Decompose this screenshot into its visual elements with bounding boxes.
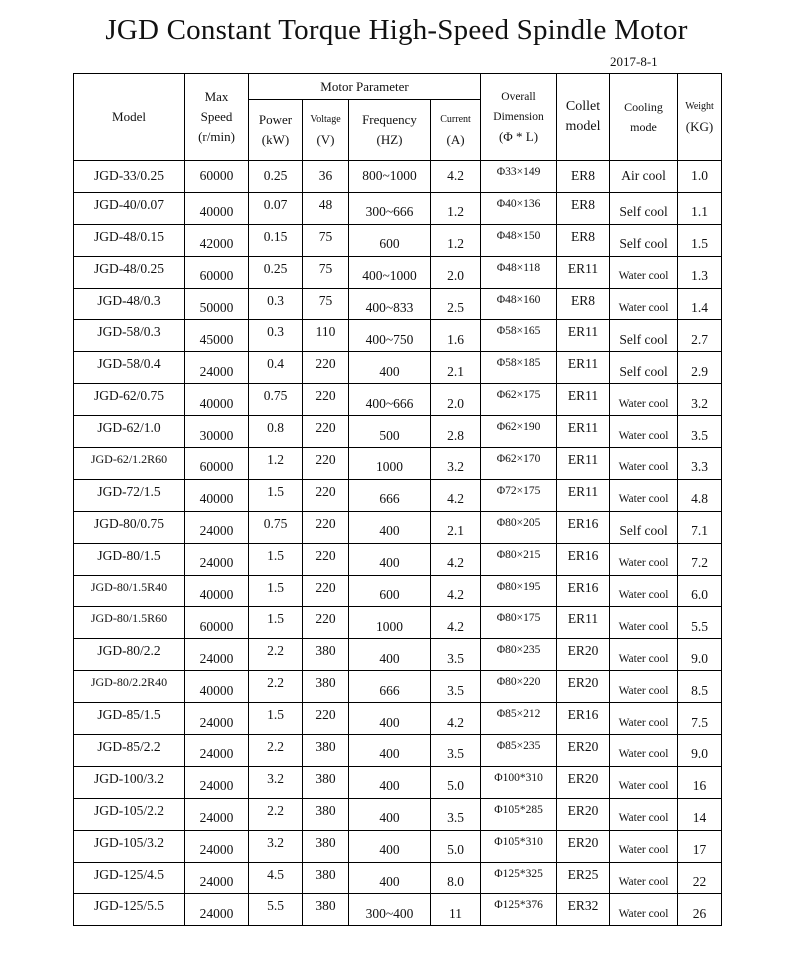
cell-voltage: 380	[303, 766, 349, 798]
cell-dimension: Φ80×205	[481, 511, 557, 543]
cell-collet: ER8	[557, 161, 610, 193]
table-row	[74, 448, 722, 480]
cell-frequency: 1000	[349, 607, 431, 639]
header-text: Speed	[200, 109, 233, 124]
cell-voltage: 220	[303, 352, 349, 384]
cell-voltage: 75	[303, 256, 349, 288]
cell-model: JGD-100/3.2	[74, 766, 185, 798]
cell-current: 5.0	[431, 830, 481, 862]
cell-power: 0.75	[249, 384, 303, 416]
cell-frequency: 400	[349, 830, 431, 862]
cell-max-speed: 24000	[185, 511, 249, 543]
cell-weight: 26	[678, 894, 722, 926]
header-frequency	[349, 100, 431, 161]
cell-power: 3.2	[249, 766, 303, 798]
cell-voltage: 380	[303, 862, 349, 894]
cell-current: 2.8	[431, 416, 481, 448]
header-power	[249, 100, 303, 161]
cell-current: 3.5	[431, 671, 481, 703]
cell-weight: 17	[678, 830, 722, 862]
cell-power: 0.25	[249, 256, 303, 288]
cell-power: 0.8	[249, 416, 303, 448]
cell-power: 1.5	[249, 575, 303, 607]
cell-collet: ER11	[557, 448, 610, 480]
cell-dimension: Φ105*285	[481, 798, 557, 830]
cell-frequency: 400~666	[349, 384, 431, 416]
cell-frequency: 400	[349, 766, 431, 798]
header-text: (kW)	[261, 132, 290, 147]
cell-dimension: Φ62×175	[481, 384, 557, 416]
cell-collet: ER16	[557, 511, 610, 543]
cell-collet: ER16	[557, 575, 610, 607]
cell-collet: ER11	[557, 320, 610, 352]
table-row	[74, 671, 722, 703]
cell-power: 0.3	[249, 288, 303, 320]
spindle-motor-spec-table	[73, 73, 722, 926]
cell-weight: 7.5	[678, 703, 722, 735]
header-dimension	[481, 74, 557, 161]
cell-max-speed: 40000	[185, 671, 249, 703]
cell-power: 0.3	[249, 320, 303, 352]
cell-model: JGD-48/0.3	[74, 288, 185, 320]
cell-cooling: Water cool	[610, 798, 678, 830]
cell-frequency: 400	[349, 798, 431, 830]
cell-frequency: 666	[349, 671, 431, 703]
cell-frequency: 400	[349, 352, 431, 384]
cell-power: 0.15	[249, 224, 303, 256]
cell-cooling: Water cool	[610, 256, 678, 288]
cell-weight: 16	[678, 766, 722, 798]
cell-power: 0.75	[249, 511, 303, 543]
table-row	[74, 161, 722, 193]
cell-model: JGD-80/1.5R40	[74, 575, 185, 607]
cell-collet: ER8	[557, 288, 610, 320]
table-row	[74, 384, 722, 416]
cell-frequency: 400	[349, 639, 431, 671]
cell-max-speed: 24000	[185, 735, 249, 767]
cell-dimension: Φ80×235	[481, 639, 557, 671]
cell-current: 4.2	[431, 479, 481, 511]
cell-max-speed: 24000	[185, 862, 249, 894]
cell-max-speed: 24000	[185, 543, 249, 575]
header-text: (V)	[316, 132, 335, 147]
cell-model: JGD-72/1.5	[74, 479, 185, 511]
cell-max-speed: 40000	[185, 192, 249, 224]
cell-voltage: 220	[303, 543, 349, 575]
cell-weight: 2.9	[678, 352, 722, 384]
header-text: Frequency	[362, 112, 417, 127]
cell-voltage: 220	[303, 448, 349, 480]
header-text: (Φ * L)	[498, 129, 539, 144]
cell-collet: ER20	[557, 735, 610, 767]
cell-current: 3.5	[431, 735, 481, 767]
header-current	[431, 100, 481, 161]
header-text: Overall	[501, 91, 536, 103]
cell-current: 1.2	[431, 224, 481, 256]
cell-weight: 2.7	[678, 320, 722, 352]
cell-weight: 9.0	[678, 639, 722, 671]
cell-voltage: 220	[303, 575, 349, 607]
cell-weight: 5.5	[678, 607, 722, 639]
header-text: Current	[440, 114, 471, 125]
cell-cooling: Water cool	[610, 416, 678, 448]
cell-power: 2.2	[249, 639, 303, 671]
cell-dimension: Φ58×185	[481, 352, 557, 384]
cell-collet: ER11	[557, 352, 610, 384]
cell-voltage: 220	[303, 703, 349, 735]
header-text: Voltage	[310, 114, 341, 125]
table-row	[74, 543, 722, 575]
cell-power: 0.4	[249, 352, 303, 384]
cell-weight: 7.1	[678, 511, 722, 543]
cell-cooling: Water cool	[610, 288, 678, 320]
cell-model: JGD-125/5.5	[74, 894, 185, 926]
cell-max-speed: 40000	[185, 575, 249, 607]
header-text: model	[565, 119, 601, 134]
cell-current: 1.6	[431, 320, 481, 352]
cell-max-speed: 60000	[185, 607, 249, 639]
cell-collet: ER16	[557, 543, 610, 575]
cell-model: JGD-125/4.5	[74, 862, 185, 894]
table-row	[74, 639, 722, 671]
cell-cooling: Water cool	[610, 862, 678, 894]
cell-dimension: Φ125*376	[481, 894, 557, 926]
table-row	[74, 798, 722, 830]
cell-model: JGD-48/0.25	[74, 256, 185, 288]
cell-collet: ER11	[557, 479, 610, 511]
cell-current: 11	[431, 894, 481, 926]
cell-current: 3.2	[431, 448, 481, 480]
cell-cooling: Water cool	[610, 671, 678, 703]
cell-dimension: Φ40×136	[481, 192, 557, 224]
cell-weight: 1.0	[678, 161, 722, 193]
cell-collet: ER20	[557, 830, 610, 862]
cell-voltage: 48	[303, 192, 349, 224]
cell-current: 3.5	[431, 639, 481, 671]
cell-frequency: 400	[349, 543, 431, 575]
table-row	[74, 192, 722, 224]
cell-dimension: Φ48×150	[481, 224, 557, 256]
cell-dimension: Φ72×175	[481, 479, 557, 511]
cell-weight: 3.2	[678, 384, 722, 416]
cell-collet: ER11	[557, 384, 610, 416]
table-row	[74, 894, 722, 926]
cell-collet: ER25	[557, 862, 610, 894]
cell-weight: 22	[678, 862, 722, 894]
cell-model: JGD-80/1.5	[74, 543, 185, 575]
cell-cooling: Water cool	[610, 479, 678, 511]
cell-max-speed: 24000	[185, 352, 249, 384]
cell-cooling: Water cool	[610, 575, 678, 607]
header-max-speed	[185, 74, 249, 161]
cell-max-speed: 24000	[185, 798, 249, 830]
header-cooling	[610, 74, 678, 161]
cell-max-speed: 60000	[185, 161, 249, 193]
table-row	[74, 416, 722, 448]
cell-voltage: 380	[303, 639, 349, 671]
table-row	[74, 735, 722, 767]
cell-dimension: Φ48×118	[481, 256, 557, 288]
cell-model: JGD-40/0.07	[74, 192, 185, 224]
cell-max-speed: 42000	[185, 224, 249, 256]
cell-dimension: Φ48×160	[481, 288, 557, 320]
header-text: (HZ)	[376, 132, 403, 147]
cell-power: 3.2	[249, 830, 303, 862]
cell-model: JGD-58/0.3	[74, 320, 185, 352]
cell-max-speed: 60000	[185, 256, 249, 288]
cell-collet: ER20	[557, 766, 610, 798]
table-row	[74, 288, 722, 320]
cell-collet: ER20	[557, 798, 610, 830]
cell-power: 5.5	[249, 894, 303, 926]
header-motor-parameter: Motor Parameter	[249, 74, 481, 100]
cell-frequency: 300~400	[349, 894, 431, 926]
cell-cooling: Air cool	[610, 161, 678, 193]
cell-voltage: 380	[303, 894, 349, 926]
header-voltage	[303, 100, 349, 161]
header-text: Weight	[685, 101, 714, 112]
cell-frequency: 400	[349, 703, 431, 735]
cell-frequency: 600	[349, 224, 431, 256]
cell-power: 1.5	[249, 479, 303, 511]
cell-collet: ER20	[557, 671, 610, 703]
header-text: Collet	[565, 99, 601, 114]
cell-power: 0.25	[249, 161, 303, 193]
cell-current: 2.0	[431, 256, 481, 288]
cell-current: 2.5	[431, 288, 481, 320]
cell-power: 4.5	[249, 862, 303, 894]
cell-voltage: 36	[303, 161, 349, 193]
cell-cooling: Self cool	[610, 192, 678, 224]
cell-power: 1.5	[249, 607, 303, 639]
table-row	[74, 479, 722, 511]
cell-weight: 4.8	[678, 479, 722, 511]
document-date: 2017-8-1	[610, 54, 658, 69]
cell-power: 2.2	[249, 798, 303, 830]
cell-voltage: 75	[303, 224, 349, 256]
table-row	[74, 320, 722, 352]
cell-max-speed: 40000	[185, 384, 249, 416]
cell-voltage: 380	[303, 671, 349, 703]
cell-frequency: 1000	[349, 448, 431, 480]
header-text: Dimension	[493, 111, 544, 123]
table-row	[74, 575, 722, 607]
cell-model: JGD-105/3.2	[74, 830, 185, 862]
cell-max-speed: 40000	[185, 479, 249, 511]
table-row	[74, 830, 722, 862]
cell-cooling: Water cool	[610, 639, 678, 671]
cell-dimension: Φ100*310	[481, 766, 557, 798]
cell-dimension: Φ80×220	[481, 671, 557, 703]
cell-model: JGD-105/2.2	[74, 798, 185, 830]
cell-current: 1.2	[431, 192, 481, 224]
cell-dimension: Φ80×195	[481, 575, 557, 607]
cell-model: JGD-33/0.25	[74, 161, 185, 193]
cell-voltage: 380	[303, 735, 349, 767]
cell-max-speed: 45000	[185, 320, 249, 352]
cell-max-speed: 24000	[185, 894, 249, 926]
cell-model: JGD-85/1.5	[74, 703, 185, 735]
cell-collet: ER8	[557, 192, 610, 224]
cell-cooling: Water cool	[610, 607, 678, 639]
cell-current: 2.1	[431, 511, 481, 543]
cell-frequency: 600	[349, 575, 431, 607]
cell-frequency: 400~1000	[349, 256, 431, 288]
cell-dimension: Φ58×165	[481, 320, 557, 352]
cell-collet: ER20	[557, 639, 610, 671]
cell-collet: ER32	[557, 894, 610, 926]
cell-cooling: Water cool	[610, 766, 678, 798]
table-row	[74, 352, 722, 384]
cell-cooling: Water cool	[610, 448, 678, 480]
cell-weight: 9.0	[678, 735, 722, 767]
cell-dimension: Φ62×170	[481, 448, 557, 480]
cell-cooling: Water cool	[610, 735, 678, 767]
header-text: Power	[258, 112, 293, 127]
cell-dimension: Φ80×215	[481, 543, 557, 575]
cell-cooling: Self cool	[610, 320, 678, 352]
cell-weight: 6.0	[678, 575, 722, 607]
cell-power: 1.2	[249, 448, 303, 480]
cell-frequency: 500	[349, 416, 431, 448]
cell-frequency: 800~1000	[349, 161, 431, 193]
cell-model: JGD-58/0.4	[74, 352, 185, 384]
cell-cooling: Self cool	[610, 224, 678, 256]
header-text: (KG)	[685, 119, 714, 134]
cell-cooling: Water cool	[610, 830, 678, 862]
cell-current: 8.0	[431, 862, 481, 894]
cell-dimension: Φ80×175	[481, 607, 557, 639]
cell-power: 0.07	[249, 192, 303, 224]
cell-model: JGD-62/0.75	[74, 384, 185, 416]
cell-frequency: 400~833	[349, 288, 431, 320]
cell-voltage: 380	[303, 798, 349, 830]
cell-voltage: 110	[303, 320, 349, 352]
cell-cooling: Water cool	[610, 894, 678, 926]
table-row	[74, 862, 722, 894]
cell-model: JGD-62/1.2R60	[74, 448, 185, 480]
cell-dimension: Φ85×235	[481, 735, 557, 767]
cell-dimension: Φ125*325	[481, 862, 557, 894]
cell-current: 4.2	[431, 703, 481, 735]
cell-weight: 3.5	[678, 416, 722, 448]
cell-dimension: Φ85×212	[481, 703, 557, 735]
cell-power: 2.2	[249, 735, 303, 767]
cell-cooling: Water cool	[610, 703, 678, 735]
cell-model: JGD-85/2.2	[74, 735, 185, 767]
cell-current: 4.2	[431, 607, 481, 639]
cell-model: JGD-80/2.2R40	[74, 671, 185, 703]
header-text: Max	[204, 89, 229, 104]
cell-collet: ER16	[557, 703, 610, 735]
cell-weight: 1.1	[678, 192, 722, 224]
cell-voltage: 220	[303, 607, 349, 639]
table-row	[74, 256, 722, 288]
cell-weight: 1.4	[678, 288, 722, 320]
table-row	[74, 511, 722, 543]
cell-frequency: 400	[349, 862, 431, 894]
page-title: JGD Constant Torque High-Speed Spindle Motor	[105, 14, 688, 46]
cell-dimension: Φ105*310	[481, 830, 557, 862]
cell-voltage: 220	[303, 511, 349, 543]
table-row	[74, 607, 722, 639]
cell-max-speed: 24000	[185, 639, 249, 671]
cell-voltage: 220	[303, 384, 349, 416]
cell-max-speed: 50000	[185, 288, 249, 320]
cell-weight: 1.3	[678, 256, 722, 288]
cell-collet: ER8	[557, 224, 610, 256]
header-text: (A)	[446, 132, 465, 147]
cell-frequency: 300~666	[349, 192, 431, 224]
cell-max-speed: 24000	[185, 703, 249, 735]
header-weight	[678, 74, 722, 161]
cell-power: 1.5	[249, 703, 303, 735]
header-text: Cooling	[624, 100, 663, 114]
cell-current: 4.2	[431, 161, 481, 193]
cell-model: JGD-80/2.2	[74, 639, 185, 671]
cell-cooling: Water cool	[610, 543, 678, 575]
cell-max-speed: 24000	[185, 830, 249, 862]
cell-cooling: Self cool	[610, 511, 678, 543]
cell-frequency: 666	[349, 479, 431, 511]
cell-collet: ER11	[557, 607, 610, 639]
cell-power: 2.2	[249, 671, 303, 703]
cell-model: JGD-48/0.15	[74, 224, 185, 256]
cell-cooling: Self cool	[610, 352, 678, 384]
cell-weight: 3.3	[678, 448, 722, 480]
table-row	[74, 766, 722, 798]
cell-model: JGD-80/1.5R60	[74, 607, 185, 639]
header-model: Model	[74, 74, 185, 161]
cell-dimension: Φ33×149	[481, 161, 557, 193]
header-text: (r/min)	[198, 129, 235, 144]
cell-max-speed: 30000	[185, 416, 249, 448]
cell-weight: 1.5	[678, 224, 722, 256]
cell-model: JGD-62/1.0	[74, 416, 185, 448]
cell-voltage: 220	[303, 479, 349, 511]
cell-model: JGD-80/0.75	[74, 511, 185, 543]
cell-power: 1.5	[249, 543, 303, 575]
cell-current: 4.2	[431, 543, 481, 575]
cell-dimension: Φ62×190	[481, 416, 557, 448]
cell-collet: ER11	[557, 256, 610, 288]
cell-cooling: Water cool	[610, 384, 678, 416]
table-row	[74, 224, 722, 256]
header-text: mode	[630, 120, 657, 134]
cell-current: 5.0	[431, 766, 481, 798]
cell-current: 2.1	[431, 352, 481, 384]
cell-collet: ER11	[557, 416, 610, 448]
cell-max-speed: 24000	[185, 766, 249, 798]
header-collet	[557, 74, 610, 161]
cell-voltage: 380	[303, 830, 349, 862]
table-row	[74, 703, 722, 735]
cell-current: 2.0	[431, 384, 481, 416]
cell-max-speed: 60000	[185, 448, 249, 480]
cell-current: 3.5	[431, 798, 481, 830]
cell-weight: 8.5	[678, 671, 722, 703]
cell-current: 4.2	[431, 575, 481, 607]
cell-voltage: 75	[303, 288, 349, 320]
cell-frequency: 400	[349, 511, 431, 543]
cell-weight: 7.2	[678, 543, 722, 575]
cell-weight: 14	[678, 798, 722, 830]
cell-frequency: 400~750	[349, 320, 431, 352]
cell-frequency: 400	[349, 735, 431, 767]
cell-voltage: 220	[303, 416, 349, 448]
